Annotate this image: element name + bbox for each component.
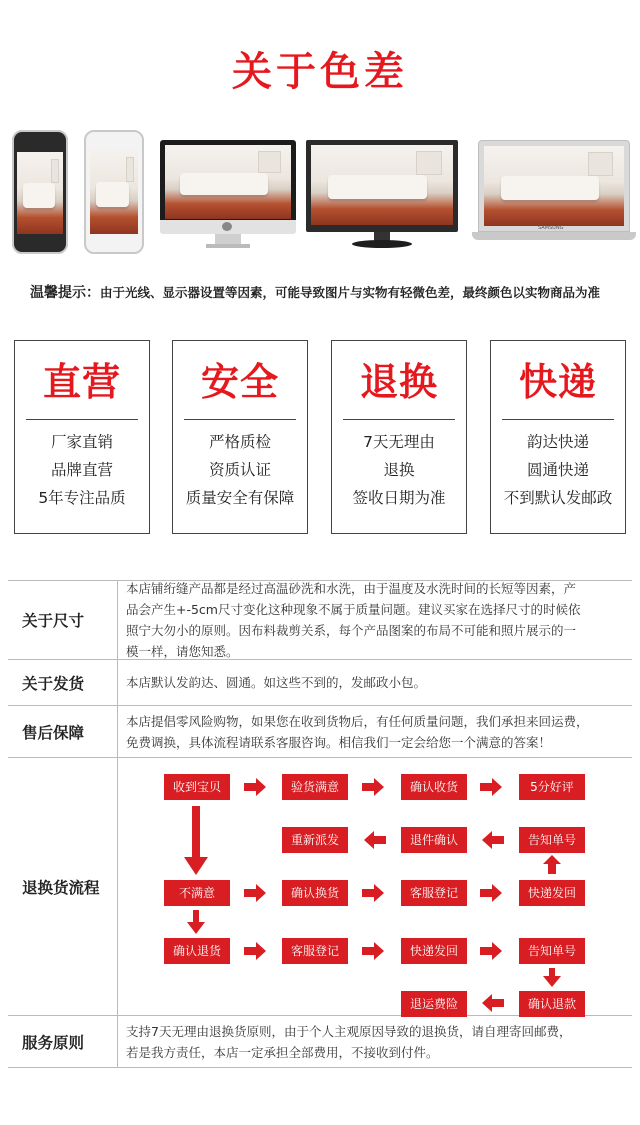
- row-label: 退换货流程: [8, 758, 118, 1015]
- flow-resend: 重新派发: [282, 827, 348, 853]
- flow-receive: 收到宝贝: [164, 774, 230, 800]
- feature-line: 厂家直销: [50, 433, 113, 451]
- color-tip: [30, 282, 620, 302]
- feature-box-express: [490, 340, 626, 534]
- feature-line: 质量安全有保障: [185, 489, 295, 507]
- feature-line: 资质认证: [208, 461, 271, 479]
- flow-confirm-refund: 确认退款: [519, 991, 585, 1017]
- table-row-size: [8, 580, 632, 660]
- flow-cs-register-1: 客服登记: [401, 880, 467, 906]
- row-text: 支持7天无理由退换货原则，由于个人主观原因导致的退换货，请自理寄回邮费， 若是我方责任，本店一定承担全部费用，不接收到付件。: [126, 1023, 572, 1060]
- feature-line: 品牌直营: [50, 461, 113, 479]
- table-row-service: [8, 1016, 632, 1068]
- flow-confirm-exchange: 确认换货: [282, 880, 348, 906]
- feature-line: 不到默认发邮政: [503, 489, 613, 507]
- flow-check: 验货满意: [282, 774, 348, 800]
- feature-line: 5年专注品质: [38, 489, 126, 507]
- tip-text: 由于光线、显示器设置等因素，可能导致图片与实物有轻微色差，最终颜色以实物商品为准: [100, 285, 601, 300]
- row-label: 关于发货: [8, 660, 118, 705]
- flow-review: 5分好评: [519, 774, 585, 800]
- laptop-device: [472, 140, 636, 250]
- row-label: 关于尺寸: [8, 580, 118, 659]
- row-text: 本店铺绗缝产品都是经过高温砂洗和水洗，由于温度及水洗时间的长短等因素，产 品会产生+-5cm尺寸变化这种现象不属于质量问题。建议买家在选择尺寸的时候依 照宁大勿小的原则。因布料裁剪关系，每个产品图案的布局不可能和照片展示的一 模一样，请您知悉。: [126, 580, 581, 659]
- tip-label: 温馨提示：: [30, 285, 100, 301]
- feature-line: 退换: [383, 461, 415, 479]
- phone-dark-device: [12, 130, 68, 254]
- feature-line: 签收日期为准: [352, 489, 446, 507]
- table-row-aftersale: [8, 706, 632, 758]
- feature-title: 安全: [200, 360, 279, 404]
- flow-confirm-receipt: 确认收货: [401, 774, 467, 800]
- flow-confirm-return: 确认退货: [164, 938, 230, 964]
- feature-title: 退换: [359, 360, 438, 404]
- monitor-device: [306, 140, 458, 250]
- flow-refund-shipping: 退运费险: [401, 991, 467, 1017]
- row-label: 售后保障: [8, 706, 118, 757]
- flow-return-confirm: 退件确认: [401, 827, 467, 853]
- row-label: 服务原则: [8, 1016, 118, 1067]
- feature-title: 直营: [42, 360, 121, 404]
- feature-title: 快递: [518, 360, 597, 404]
- table-row-shipping: [8, 660, 632, 706]
- flow-express-back: 快递发回: [401, 938, 467, 964]
- feature-line: 7天无理由: [363, 433, 435, 451]
- feature-line: 圆通快递: [526, 461, 589, 479]
- imac-device: [160, 140, 296, 250]
- feature-line: 韵达快递: [526, 433, 589, 451]
- page-title: 关于色差: [232, 49, 408, 95]
- flow-unsatisfied: 不满意: [164, 880, 230, 906]
- phone-light-device: [84, 130, 144, 254]
- laptop-brand: SAMSUNG: [538, 225, 564, 231]
- flow-notify-2: 告知单号: [519, 938, 585, 964]
- flow-cs-register-2: 客服登记: [282, 938, 348, 964]
- flow-notify-1: 告知单号: [519, 827, 585, 853]
- row-text: 本店默认发韵达、圆通。如这些不到的，发邮政小包。: [126, 675, 427, 690]
- feature-box-return: [331, 340, 467, 534]
- row-text: 本店提倡零风险购物，如果您在收到货物后，有任何质量问题，我们承担来回运费， 免费调换，具体流程请联系客服咨询。相信我们一定会给您一个满意的答案！: [126, 713, 589, 750]
- feature-box-safety: [172, 340, 308, 534]
- feature-box-direct: [14, 340, 150, 534]
- feature-line: 严格质检: [208, 433, 271, 451]
- flow-express-send: 快递发回: [519, 880, 585, 906]
